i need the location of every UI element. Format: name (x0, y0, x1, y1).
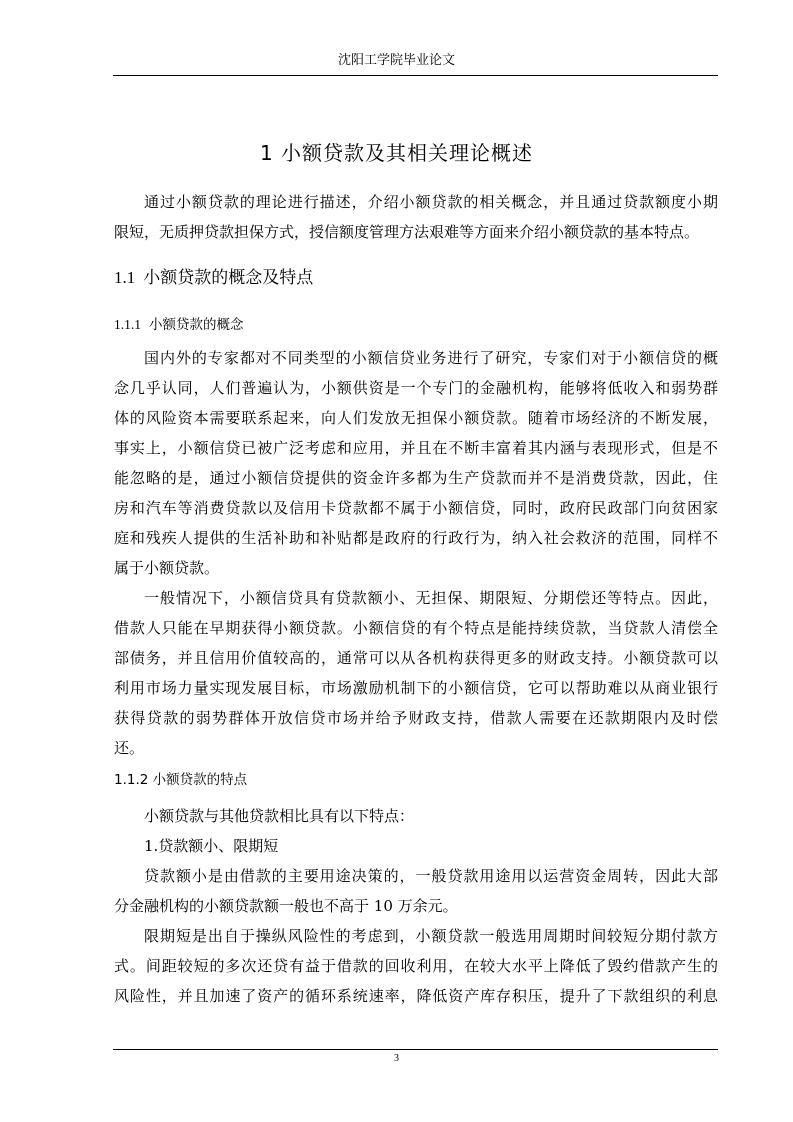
para-concept-line-5: 能忽略的是，通过小额信贷提供的资金许多都为生产贷款而并不是消费贷款，因此，住 (114, 469, 718, 487)
feature-item-1-heading: 1.贷款额小、限期短 (144, 837, 279, 855)
section-1-1-heading (114, 267, 313, 289)
page-number: 3 (394, 1053, 399, 1064)
para-general-line-3: 部债务，并且信用价值较高的，通常可以从各机构获得更多的财政支持。小额贷款可以 (114, 649, 718, 667)
subsection-title: 小额贷款的概念 (149, 317, 244, 333)
para-general-line-4: 利用市场力量实现发展目标，市场激励机制下的小额信贷，它可以帮助难以从商业银行 (114, 679, 718, 697)
running-header: 沈阳工学院毕业论文 (337, 53, 455, 68)
para-general-line-2: 借款人只能在早期获得小额贷款。小额信贷的有个特点是能持续贷款，当贷款人清偿全 (114, 619, 718, 637)
para-concept-line-1: 国内外的专家都对不同类型的小额信贷业务进行了研究，专家们对于小额信贷的概 (144, 349, 718, 367)
footer-rule (113, 1049, 718, 1050)
para-general-line-6: 还。 (114, 739, 145, 757)
features-intro: 小额贷款与其他贷款相比具有以下特点： (144, 807, 415, 825)
para-amount-line-2: 分金融机构的小额贷款额一般也不高于 10 万余元。 (114, 897, 458, 915)
section-title: 小额贷款的概念及特点 (143, 268, 314, 288)
section-number: 1.1 (114, 268, 136, 287)
para-term-line-3: 风险性，并且加速了资产的循环系统速率，降低资产库存积压，提升了下款组织的利息 (114, 987, 718, 1005)
para-term-line-2: 式。间距较短的多次还贷有益于借款的回收利用，在较大水平上降低了毁约借款产生的 (114, 957, 718, 975)
section-1-1-2-heading (114, 771, 247, 789)
subsection-title: 小额贷款的特点 (152, 772, 248, 788)
para-concept-line-6: 房和汽车等消费贷款以及信用卡贷款都不属于小额信贷，同时，政府民政部门向贫困家 (114, 499, 718, 517)
intro-line-1: 通过小额贷款的理论进行描述，介绍小额贷款的相关概念，并且通过贷款额度小期 (144, 193, 718, 211)
para-concept-line-3: 体的风险资本需要联系起来，向人们发放无担保小额贷款。随着市场经济的不断发展， (114, 409, 718, 427)
para-general-line-1: 一般情况下，小额信贷具有贷款额小、无担保、期限短、分期偿还等特点。因此， (144, 589, 718, 607)
intro-line-2: 限短，无质押贷款担保方式，授信额度管理方法艰难等方面来介绍小额贷款的基本特点。 (114, 223, 700, 241)
para-general-line-5: 获得贷款的弱势群体开放信贷市场并给予财政支持，借款人需要在还款期限内及时偿 (114, 709, 718, 727)
para-concept-line-2: 念几乎认同，人们普遍认为，小额供资是一个专门的金融机构，能够将低收入和弱势群 (114, 379, 718, 397)
subsection-number: 1.1.1 (114, 317, 141, 332)
para-amount-line-1: 贷款额小是由借款的主要用途决策的，一般贷款用途用以运营资金周转，因此大部 (144, 867, 718, 885)
section-1-1-1-heading (114, 316, 244, 334)
subsection-number: 1.1.2 (114, 772, 149, 788)
para-concept-line-8: 属于小额贷款。 (114, 559, 220, 577)
para-term-line-1: 限期短是出自于操纵风险性的考虑到，小额贷款一般选用周期时间较短分期付款方 (144, 927, 718, 945)
chapter-title: 1 小额贷款及其相关理论概述 (259, 141, 534, 165)
para-concept-line-4: 事实上，小额信贷已被广泛考虑和应用，并且在不断丰富着其内涵与表现形式，但是不 (114, 439, 718, 457)
header-rule (113, 75, 718, 76)
para-concept-line-7: 庭和残疾人提供的生活补助和补贴都是政府的行政行为，纳入社会救济的范围，同样不 (114, 529, 718, 547)
